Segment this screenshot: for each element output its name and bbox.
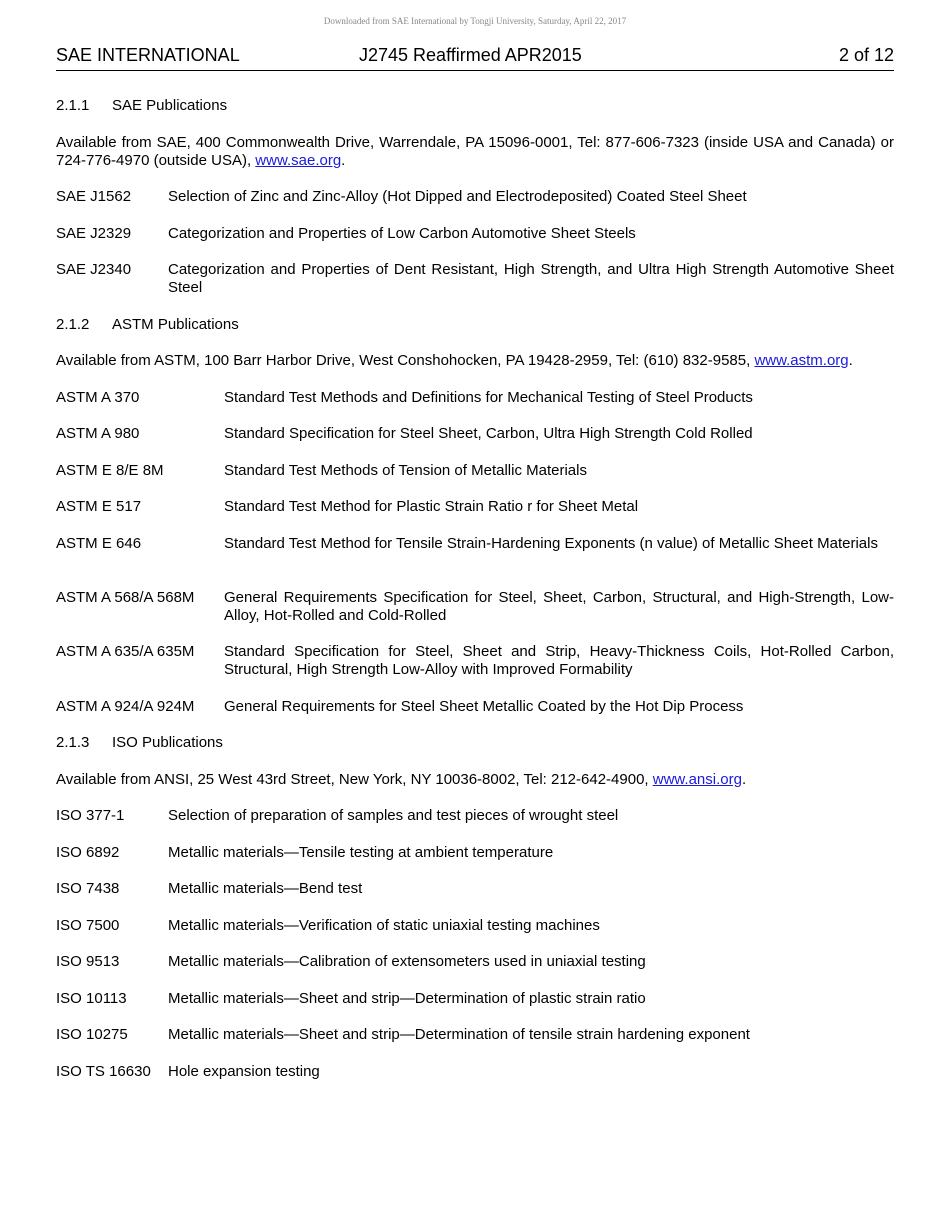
section-heading-sae — [56, 97, 227, 114]
reference-title: Standard Test Method for Plastic Strain Ratio r for Sheet Metal — [224, 498, 639, 515]
reference-title: Categorization and Properties of Dent Resistant, High Strength, and Ultra High Strength Automotive Sheet Steel — [168, 261, 894, 296]
section-heading-iso — [56, 734, 223, 751]
reference-code: ISO 10275 — [56, 1026, 128, 1043]
reference-item — [56, 535, 894, 553]
header-rule — [56, 70, 894, 71]
header-document-id: J2745 Reaffirmed APR2015 — [359, 45, 582, 65]
reference-title: General Requirements for Steel Sheet Metallic Coated by the Hot Dip Process — [224, 698, 744, 715]
reference-title: Metallic materials—Sheet and strip—Determination of tensile strain hardening exponent — [168, 1026, 750, 1043]
availability-iso — [56, 771, 894, 789]
section-heading-astm — [56, 316, 239, 333]
availability-end: . — [848, 352, 853, 369]
reference-title: Hole expansion testing — [168, 1063, 320, 1080]
reference-item — [56, 844, 894, 862]
reference-item — [56, 643, 894, 679]
reference-title: Standard Test Method for Tensile Strain-Hardening Exponents (n value) of Metallic Sheet Materials — [224, 535, 878, 552]
reference-title: Metallic materials—Calibration of extensometers used in uniaxial testing — [168, 953, 646, 970]
reference-code: ISO 377-1 — [56, 807, 125, 824]
reference-code: ASTM E 8/E 8M — [56, 462, 164, 479]
ansi-website-link[interactable]: www.ansi.org — [652, 771, 742, 788]
reference-title: Metallic materials—Tensile testing at ambient temperature — [168, 844, 554, 861]
reference-code: ISO 10113 — [56, 990, 127, 1007]
reference-title: Metallic materials—Bend test — [168, 880, 363, 897]
reference-item — [56, 917, 894, 935]
availability-text: Available from ANSI, 25 West 43rd Street, New York, NY 10036-8002, Tel: 212-642-4900, — [56, 771, 653, 788]
header-publisher: SAE INTERNATIONAL — [56, 45, 240, 65]
download-watermark: Downloaded from SAE International by Tongji University, Saturday, April 22, 2017 — [323, 16, 627, 26]
reference-item — [56, 1063, 894, 1081]
reference-item — [56, 425, 894, 443]
header-page-number: 2 of 12 — [838, 45, 894, 65]
reference-item — [56, 589, 894, 625]
reference-code: ASTM A 568/A 568M — [56, 589, 195, 606]
availability-astm — [56, 352, 894, 370]
section-title: ISO Publications — [112, 734, 223, 751]
reference-item — [56, 225, 894, 243]
section-title: ASTM Publications — [112, 316, 239, 333]
sae-website-link[interactable]: www.sae.org — [255, 152, 342, 169]
reference-code: ISO TS 16630 — [56, 1063, 151, 1080]
reference-code: ASTM A 924/A 924M — [56, 698, 195, 715]
reference-item — [56, 990, 894, 1008]
reference-item — [56, 498, 894, 516]
availability-text: Available from ASTM, 100 Barr Harbor Drive, West Conshohocken, PA 19428-2959, Tel: (610) 832-9585, — [56, 352, 755, 369]
reference-item — [56, 261, 894, 297]
reference-title: Standard Test Methods of Tension of Metallic Materials — [224, 462, 587, 479]
reference-item — [56, 698, 894, 716]
reference-code: SAE J2340 — [56, 261, 132, 278]
reference-item — [56, 880, 894, 898]
reference-code: ASTM E 646 — [56, 535, 142, 552]
availability-end: . — [741, 771, 747, 788]
reference-code: ASTM A 635/A 635M — [56, 643, 195, 660]
section-number: 2.1.1 — [56, 97, 90, 114]
section-number: 2.1.3 — [56, 734, 90, 751]
reference-code: ASTM A 980 — [56, 425, 140, 442]
reference-title: Categorization and Properties of Low Carbon Automotive Sheet Steels — [168, 225, 636, 242]
reference-item — [56, 188, 894, 206]
reference-code: SAE J1562 — [56, 188, 132, 205]
availability-sae — [56, 134, 894, 170]
section-number: 2.1.2 — [56, 316, 90, 333]
availability-end: . — [341, 152, 346, 169]
reference-title: Standard Specification for Steel, Sheet and Strip, Heavy-Thickness Coils, Hot-Rolled Carbon, Structural, High Strength Low-Alloy with Improved Formability — [224, 643, 894, 678]
reference-title: Standard Test Methods and Definitions for Mechanical Testing of Steel Products — [224, 389, 753, 406]
reference-title: Selection of Zinc and Zinc-Alloy (Hot Dipped and Electrodeposited) Coated Steel Sheet — [168, 188, 747, 205]
reference-code: ISO 7438 — [56, 880, 120, 897]
reference-code: ISO 9513 — [56, 953, 120, 970]
reference-title: Metallic materials—Sheet and strip—Determination of plastic strain ratio — [168, 990, 646, 1007]
reference-item — [56, 953, 894, 971]
reference-item — [56, 389, 894, 407]
reference-code: ISO 6892 — [56, 844, 120, 861]
reference-title: Selection of preparation of samples and test pieces of wrought steel — [168, 807, 619, 824]
reference-code: ASTM E 517 — [56, 498, 142, 515]
section-title: SAE Publications — [112, 97, 228, 114]
availability-text: Available from SAE, 400 Commonwealth Drive, Warrendale, PA 15096-0001, Tel: 877-606-7323 (inside USA and Canada) or 724-776-4970 (outside USA), — [56, 134, 894, 169]
astm-website-link[interactable]: www.astm.org — [754, 352, 849, 369]
reference-item — [56, 807, 894, 825]
reference-code: SAE J2329 — [56, 225, 132, 242]
reference-title: Standard Specification for Steel Sheet, Carbon, Ultra High Strength Cold Rolled — [224, 425, 753, 442]
reference-item — [56, 1026, 894, 1044]
reference-code: ASTM A 370 — [56, 389, 140, 406]
reference-code: ISO 7500 — [56, 917, 120, 934]
reference-title: Metallic materials—Verification of static uniaxial testing machines — [168, 917, 600, 934]
reference-title: General Requirements Specification for Steel, Sheet, Carbon, Structural, and High-Strength, Low-Alloy, Hot-Rolled and Cold-Rolled — [224, 589, 894, 624]
reference-item — [56, 462, 894, 480]
